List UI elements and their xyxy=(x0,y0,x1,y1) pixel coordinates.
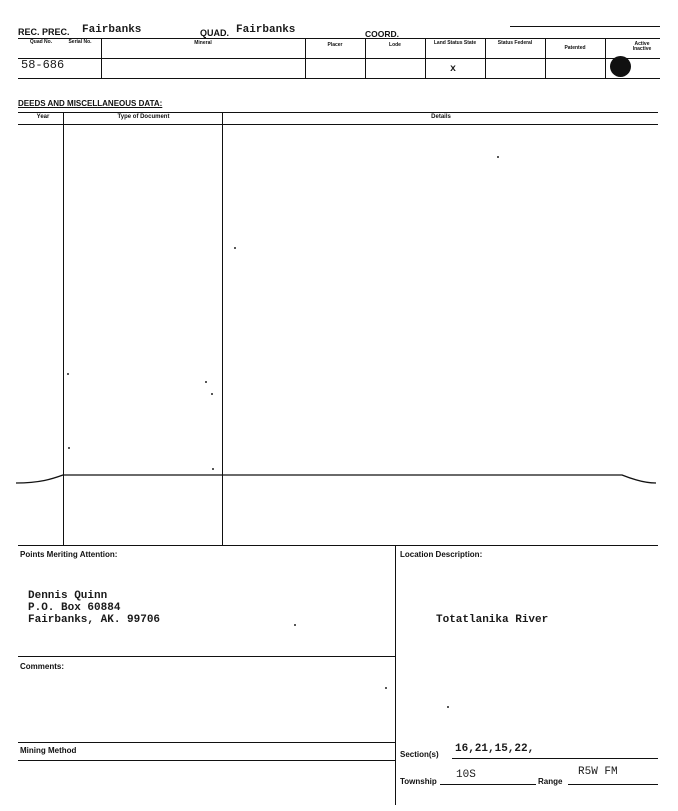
placer-header: Placer xyxy=(327,42,343,48)
claim-table-bottom-border xyxy=(18,78,660,79)
coord-label: COORD. xyxy=(365,29,399,39)
points-line-3: Fairbanks, AK. 99706 xyxy=(28,614,161,626)
land-status-state-header: Land Status State xyxy=(433,40,477,46)
points-line-2: P.O. Box 60884 xyxy=(28,602,121,614)
township-label: Township xyxy=(400,777,437,786)
deeds-title: DEEDS AND MISCELLANEOUS DATA: xyxy=(18,99,163,108)
lode-header: Lode xyxy=(389,42,401,48)
speck xyxy=(68,447,70,449)
rec-prec-label: REC. PREC. xyxy=(18,27,70,37)
sections-value: 16,21,15,22, xyxy=(455,743,535,755)
speck xyxy=(67,373,69,375)
mining-method-top-border xyxy=(18,742,395,743)
quad-value: Fairbanks xyxy=(236,24,296,36)
range-label: Range xyxy=(538,777,563,786)
bottom-section-top-border xyxy=(18,545,658,546)
quad-serial-value: 58-686 xyxy=(21,58,65,72)
type-header: Type of Document xyxy=(117,114,170,120)
claim-divider-4 xyxy=(425,38,426,78)
speck xyxy=(234,247,236,249)
claim-table-header-border xyxy=(18,58,660,59)
mineral-header: Mineral xyxy=(194,40,212,46)
quad-no-header: Quad No. xyxy=(29,39,53,45)
deeds-header-border xyxy=(18,124,658,125)
range-underline xyxy=(568,784,658,785)
sections-underline xyxy=(452,758,658,759)
bottom-col-divider xyxy=(395,545,396,805)
sections-label: Section(s) xyxy=(400,750,439,759)
claim-divider-6 xyxy=(545,38,546,78)
speck xyxy=(294,624,296,626)
serial-no-header: Serial No. xyxy=(68,39,92,45)
comments-label: Comments: xyxy=(20,662,65,671)
township-underline xyxy=(440,784,536,785)
comments-top-border xyxy=(18,656,395,657)
claim-divider-7 xyxy=(605,38,606,78)
claim-divider-5 xyxy=(485,38,486,78)
details-header: Details xyxy=(431,114,451,120)
speck xyxy=(211,393,213,395)
speck xyxy=(385,687,387,689)
active-header: Active Inactive xyxy=(632,41,652,52)
quad-label: QUAD. xyxy=(200,28,229,38)
status-federal-header: Status Federal xyxy=(497,40,533,46)
patented-header: Patented xyxy=(564,45,586,51)
claim-table-top-border xyxy=(18,38,660,39)
deeds-top-border xyxy=(18,112,658,113)
location-value: Totatlanika River xyxy=(436,614,549,626)
coord-field-line xyxy=(510,26,660,27)
speck xyxy=(205,381,207,383)
rec-prec-value: Fairbanks xyxy=(82,24,142,36)
location-label: Location Description: xyxy=(400,550,483,559)
speck xyxy=(497,156,499,158)
mining-method-bottom-border xyxy=(18,760,395,761)
speck xyxy=(447,706,449,708)
range-value: R5W FM xyxy=(578,766,618,778)
fold-crease xyxy=(0,465,678,495)
year-header: Year xyxy=(36,114,50,120)
points-label: Points Meriting Attention: xyxy=(20,550,118,559)
points-line-1: Dennis Quinn xyxy=(28,590,108,602)
active-dot-icon xyxy=(610,56,631,77)
land-status-state-mark: x xyxy=(450,64,457,75)
speck xyxy=(212,468,214,470)
township-value: 10S xyxy=(456,769,476,781)
mining-method-label: Mining Method xyxy=(20,746,77,755)
